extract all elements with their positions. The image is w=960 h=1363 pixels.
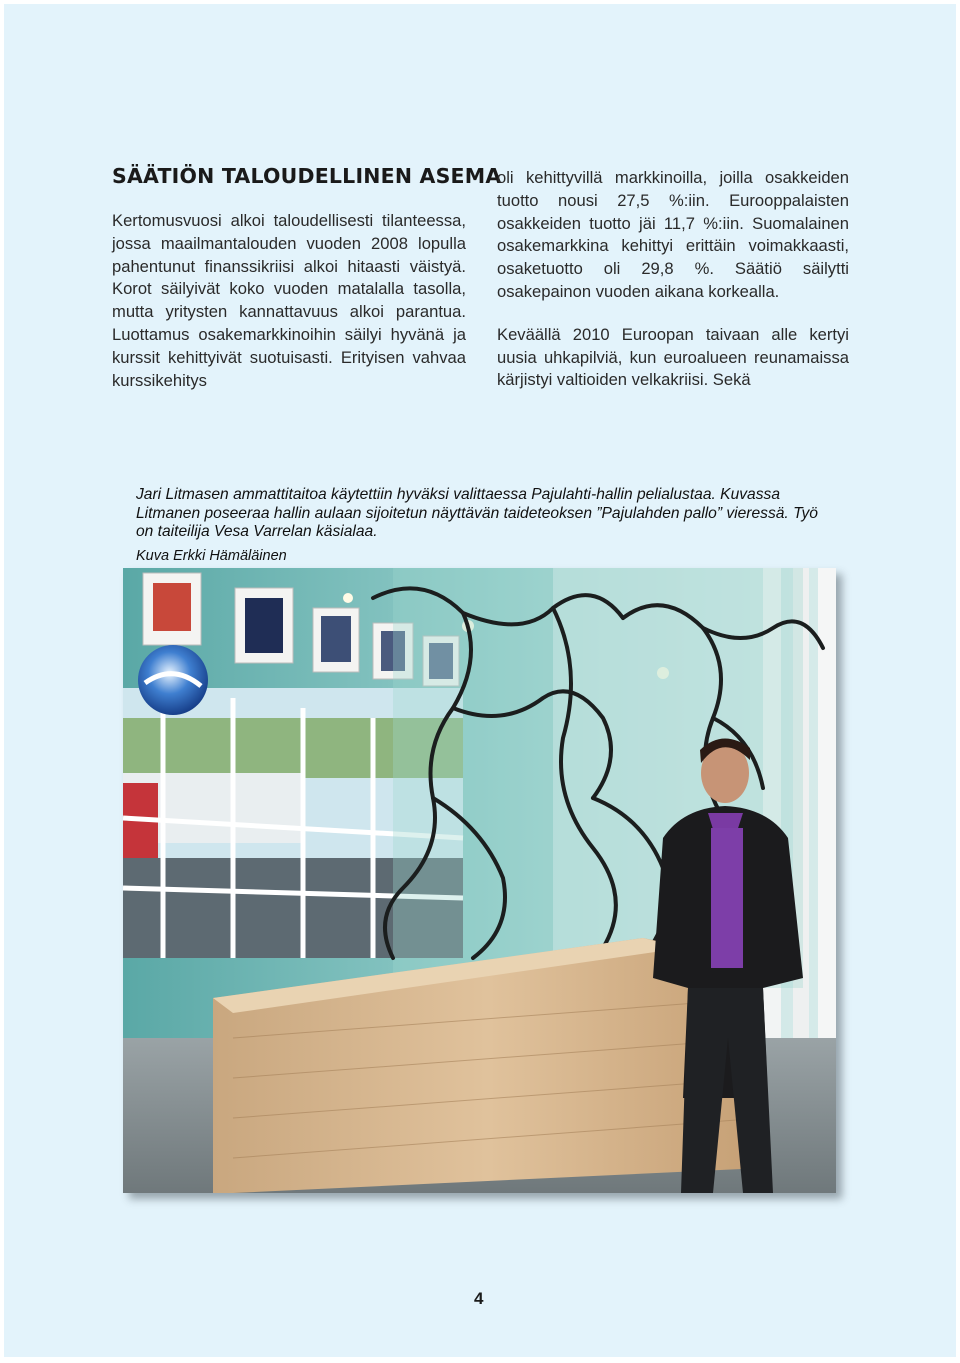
photo-caption: Jari Litmasen ammattitaitoa käytettiin hyväksi valittaessa Pajulahti-hallin pelialustaa. Kuvassa Litmanen poseeraa hallin aulaan sijoitetun näyttävän taideteoksen ”Pajulahden pallo” vieressä. Työ on taiteilija Vesa Varrelan käsialaa. <box>136 486 818 540</box>
photo-credit: Kuva Erkki Hämäläinen <box>136 548 287 564</box>
page-number: 4 <box>474 1289 484 1308</box>
right-column <box>497 167 849 412</box>
right-paragraph-2: Keväällä 2010 Euroopan taivaan alle kertyi uusia uhkapilviä, kun euroalueen reunamaissa kärjistyi valtioiden velkakriisi. Sekä <box>497 324 849 390</box>
left-paragraph-1: Kertomusvuosi alkoi taloudellisesti tilanteessa, jossa maailmantalouden vuoden 2008 lopulla pahentunut finanssikriisi alkoi hitaasti väistyä. Korot säilyivät koko vuoden matalalla tasolla, mutta yritysten kannattavuus alkoi parantua. Luottamus osakemarkkinoihin säilyi hyvänä ja kurssit kehittyivät suotuisasti. Erityisen vahvaa kurssikehitys <box>112 211 466 390</box>
photo-illustration <box>123 568 836 1193</box>
left-column <box>112 210 466 412</box>
page <box>4 4 956 1357</box>
section-heading: SÄÄTIÖN TALOUDELLINEN ASEMA <box>112 164 502 188</box>
photo-litmanen-artwork <box>123 568 836 1193</box>
right-paragraph-1: oli kehittyvillä markkinoilla, joilla osakkeiden tuotto nousi 27,5 %:iin. Eurooppalaisten osakkeiden tuotto jäi 11,7 %:iin. Suomalainen osakemarkkina kehittyi erittäin voimakkaasti, osaketuotto oli 29,8 %. Säätiö säilytti osakepainon vuoden aikana korkealla. <box>497 168 849 301</box>
